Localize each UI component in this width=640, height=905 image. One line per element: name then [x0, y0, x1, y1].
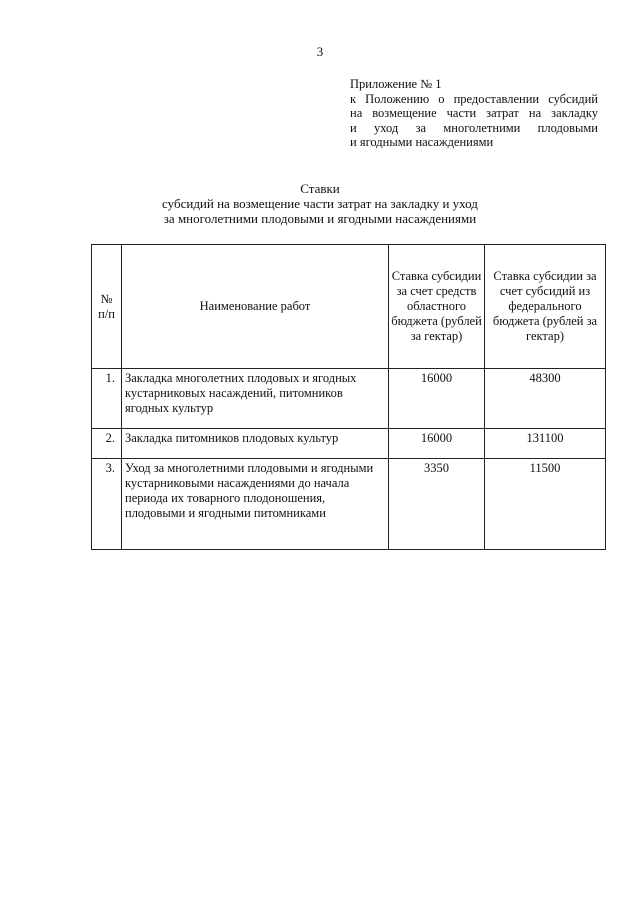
- header-num: № п/п: [92, 245, 122, 369]
- header-federal: Ставка субсидии за счет субсидий из федерального бюджета (рублей за гектар): [485, 245, 606, 369]
- row-name: Уход за многолетними плодовыми и ягодными кустарниковыми насаждениями до начала периода их товарного плодоношения, плодовыми и ягодными питомниками: [122, 459, 389, 550]
- row-name: Закладка многолетних плодовых и ягодных кустарниковых насаждений, питомников ягодных культур: [122, 369, 389, 429]
- row-regional: 16000: [389, 369, 485, 429]
- annex-header: [350, 77, 598, 150]
- row-federal: 11500: [485, 459, 606, 550]
- table-row: [92, 459, 606, 550]
- row-num: 3.: [92, 459, 122, 550]
- row-num: 2.: [92, 429, 122, 459]
- annex-line-1: Приложение № 1: [350, 77, 442, 91]
- table-row: [92, 429, 606, 459]
- row-federal: 131100: [485, 429, 606, 459]
- header-name: Наименование работ: [122, 245, 389, 369]
- title-line-2: субсидий на возмещение части затрат на закладку и уход: [162, 196, 478, 211]
- annex-line-5: и ягодными насаждениями: [350, 135, 494, 149]
- table-header-row: [92, 245, 606, 369]
- annex-line-2: к Положению о предоставлении субсидий: [350, 91, 598, 106]
- row-regional: 3350: [389, 459, 485, 550]
- title-line-3: за многолетними плодовыми и ягодными насаждениями: [163, 211, 477, 226]
- row-num: 1.: [92, 369, 122, 429]
- table-row: [92, 369, 606, 429]
- row-federal: 48300: [485, 369, 606, 429]
- page-number: 3: [316, 44, 324, 59]
- row-name: Закладка питомников плодовых культур: [122, 429, 389, 459]
- annex-line-4: и уход за многолетними плодовыми: [350, 120, 598, 135]
- header-regional: Ставка субсидии за счет средств областного бюджета (рублей за гектар): [389, 245, 485, 369]
- rates-table: [91, 244, 606, 550]
- annex-line-3: на возмещение части затрат на закладку: [350, 106, 598, 120]
- title-line-1: Ставки: [300, 181, 340, 196]
- row-regional: 16000: [389, 429, 485, 459]
- document-title: [0, 181, 640, 226]
